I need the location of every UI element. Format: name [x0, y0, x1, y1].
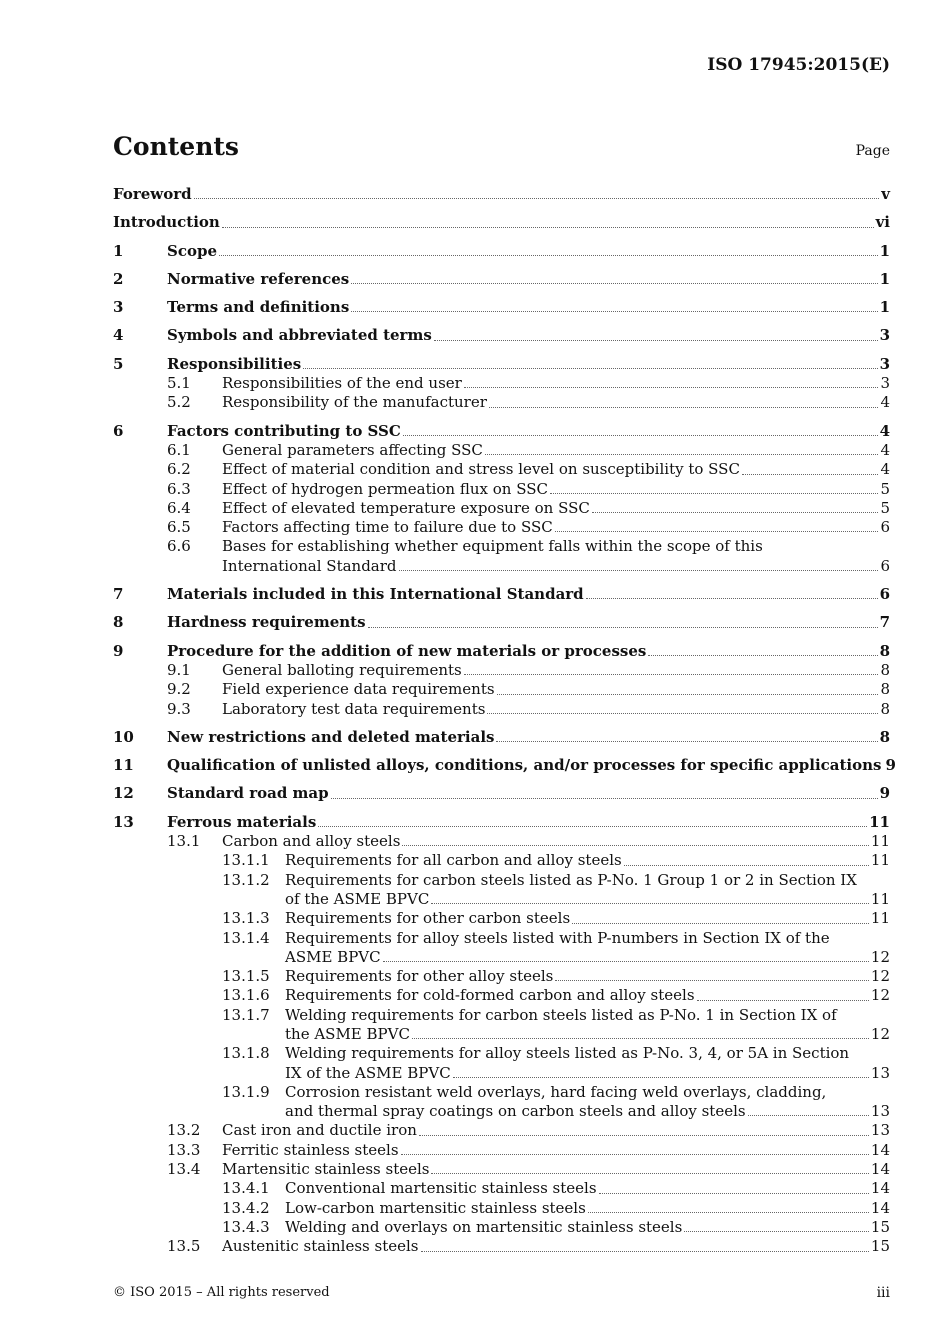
toc-entry-page: 9 — [885, 756, 896, 775]
toc-entry-page: 8 — [880, 660, 890, 679]
toc-entry-number: 13.1.2 — [222, 870, 270, 889]
toc-entry-page: 6 — [880, 556, 890, 575]
toc-entry[interactable] — [113, 909, 890, 928]
toc-entry-title: Requirements for other alloy steels — [285, 967, 554, 986]
toc-entry-page: v — [881, 185, 890, 203]
toc-entry-page: 4 — [880, 393, 890, 412]
toc-entry[interactable] — [113, 1006, 890, 1025]
dot-leader — [412, 1038, 869, 1039]
toc-entry-page: 11 — [870, 851, 890, 870]
toc-entry[interactable] — [113, 986, 890, 1005]
dot-leader — [464, 387, 879, 388]
dot-leader — [351, 283, 877, 284]
toc-entry-title: New restrictions and deleted materials — [167, 727, 495, 746]
toc-entry-number: 6.4 — [167, 498, 191, 517]
dot-leader — [331, 798, 878, 799]
dot-leader — [487, 713, 878, 714]
toc-entry[interactable] — [113, 499, 890, 518]
toc-entry[interactable] — [113, 480, 890, 499]
toc-entry-number: 6.5 — [167, 518, 191, 537]
toc-entry-page: 1 — [879, 241, 890, 260]
toc-entry-number: 13.1.7 — [222, 1005, 270, 1024]
toc-entry-number: 7 — [113, 585, 124, 604]
toc-entry-title-continued: and thermal spray coatings on carbon steels and alloy steels — [285, 1102, 746, 1121]
toc-entry-title: General balloting requirements — [222, 660, 462, 679]
toc-entry[interactable] — [113, 728, 890, 747]
toc-entry-number: 8 — [113, 613, 124, 632]
toc-entry-title: Effect of material condition and stress level on susceptibility to SSC — [222, 460, 740, 479]
toc-entry[interactable] — [113, 948, 890, 967]
dot-leader — [599, 1193, 869, 1194]
toc-entry-page: 8 — [880, 699, 890, 718]
toc-entry-number: 2 — [113, 269, 124, 288]
dot-leader — [431, 1173, 868, 1174]
toc-entry[interactable] — [113, 393, 890, 412]
toc-entry-number: 5 — [113, 354, 124, 373]
dot-leader — [550, 493, 878, 494]
toc-entry-number: 13.1.4 — [222, 928, 270, 947]
toc-entry-number: 3 — [113, 298, 124, 317]
toc-entry-page: 13 — [870, 1063, 890, 1082]
toc-entry-title: Corrosion resistant weld overlays, hard facing weld overlays, cladding, — [285, 1082, 827, 1101]
toc-entry-title: Materials included in this International Standard — [167, 585, 584, 604]
toc-entry[interactable] — [113, 242, 890, 261]
toc-entry[interactable] — [113, 661, 890, 680]
toc-entry-number: 13.4.2 — [222, 1198, 270, 1217]
dot-leader — [588, 1212, 869, 1213]
toc-entry-title: Carbon and alloy steels — [222, 832, 401, 851]
toc-entry-number: 4 — [113, 326, 124, 345]
dot-leader — [572, 923, 869, 924]
dot-leader — [399, 570, 879, 571]
toc-entry-title: Field experience data requirements — [222, 680, 495, 699]
toc-entry-page: 8 — [879, 727, 890, 746]
toc-entry-title: Requirements for all carbon and alloy steels — [285, 851, 622, 870]
toc-entry-page: 4 — [880, 460, 890, 479]
dot-leader — [431, 903, 869, 904]
toc-entry[interactable] — [113, 832, 890, 851]
dot-leader — [624, 865, 869, 866]
toc-entry-page: 11 — [870, 909, 890, 928]
toc-entry-page: 6 — [880, 518, 890, 537]
dot-leader — [403, 435, 878, 436]
toc-entry-number: 6.3 — [167, 479, 191, 498]
toc-entry-title: Requirements for carbon steels listed as P-No. 1 Group 1 or 2 in Section IX — [285, 870, 857, 889]
toc-entry-title: Effect of hydrogen permeation flux on SSC — [222, 479, 548, 498]
toc-entry[interactable] — [113, 1064, 890, 1083]
toc-entry-number: 10 — [113, 727, 134, 746]
toc-entry-number: 6 — [113, 421, 124, 440]
toc-entry[interactable] — [113, 270, 890, 289]
toc-entry-page: 12 — [870, 986, 890, 1005]
toc-entry-title: Cast iron and ductile iron — [222, 1121, 417, 1140]
toc-entry[interactable] — [113, 441, 890, 460]
toc-entry-number: 9.2 — [167, 680, 191, 699]
toc-entry[interactable] — [113, 1102, 890, 1121]
dot-leader — [222, 227, 874, 228]
dot-leader — [383, 961, 869, 962]
toc-entry-number: 13.1.8 — [222, 1044, 270, 1063]
toc-entry-page: 8 — [879, 641, 890, 660]
toc-entry-title: Qualification of unlisted alloys, conditions, and/or processes for specific applications — [167, 756, 882, 775]
toc-entry-title: Bases for establishing whether equipment falls within the scope of this — [222, 537, 763, 556]
page-number: iii — [876, 1285, 890, 1301]
toc-entry-title: Effect of elevated temperature exposure on SSC — [222, 498, 590, 517]
toc-entry-page: 1 — [879, 298, 890, 317]
toc-entry-title: Normative references — [167, 269, 350, 288]
document-id: ISO 17945:2015(E) — [707, 55, 890, 75]
dot-leader — [402, 845, 868, 846]
dot-leader — [453, 1077, 869, 1078]
toc-entry-number: 5.1 — [167, 374, 191, 393]
dot-leader — [318, 826, 867, 827]
toc-entry-title: Conventional martensitic stainless steels — [285, 1179, 597, 1198]
toc-entry[interactable] — [113, 890, 890, 909]
toc-entry[interactable] — [113, 784, 890, 803]
toc-entry[interactable] — [113, 700, 890, 719]
dot-leader — [194, 198, 880, 199]
toc-entry-page: 12 — [870, 1024, 890, 1043]
dot-leader — [496, 741, 877, 742]
dot-leader — [586, 598, 878, 599]
toc-entry[interactable] — [113, 680, 890, 699]
toc-entry[interactable] — [113, 1237, 890, 1256]
toc-entry[interactable] — [113, 374, 890, 393]
toc-entry-page: 9 — [879, 784, 890, 803]
toc-entry-title: Austenitic stainless steels — [222, 1237, 419, 1256]
toc-entry-page: 7 — [879, 613, 890, 632]
copyright-notice: © ISO 2015 – All rights reserved — [113, 1285, 330, 1300]
toc-entry-page: 11 — [870, 889, 890, 908]
toc-entry-page: 6 — [879, 585, 890, 604]
toc-entry-page: 15 — [870, 1237, 890, 1256]
toc-entry-number: 6.1 — [167, 440, 191, 459]
toc-entry-number: 9.3 — [167, 699, 191, 718]
toc-entry[interactable] — [113, 756, 896, 775]
toc-entry[interactable] — [113, 460, 890, 479]
toc-entry-title: Low-carbon martensitic stainless steels — [285, 1198, 586, 1217]
dot-leader — [401, 1154, 869, 1155]
toc-entry-page: 5 — [880, 479, 890, 498]
toc-entry-title: Factors contributing to SSC — [167, 421, 401, 440]
toc-entry-page: 13 — [870, 1102, 890, 1121]
toc-entry-page: 14 — [870, 1198, 890, 1217]
toc-entry-number: 13.5 — [167, 1237, 201, 1256]
toc-entry[interactable] — [113, 1121, 890, 1140]
toc-entry[interactable] — [113, 213, 890, 232]
dot-leader — [592, 512, 879, 513]
toc-entry[interactable] — [113, 642, 890, 661]
dot-leader — [748, 1115, 869, 1116]
toc-entry-page: 12 — [870, 947, 890, 966]
toc-entry-title: Responsibilities of the end user — [222, 374, 462, 393]
dot-leader — [684, 1231, 869, 1232]
toc-entry-page: 4 — [880, 440, 890, 459]
toc-entry[interactable] — [113, 422, 890, 441]
toc-entry-page: 3 — [879, 354, 890, 373]
toc-entry[interactable] — [113, 1218, 890, 1237]
dot-leader — [464, 674, 879, 675]
toc-entry[interactable] — [113, 851, 890, 870]
toc-entry-page: 15 — [870, 1217, 890, 1236]
toc-entry-page: 12 — [870, 967, 890, 986]
toc-entry-number: 9.1 — [167, 660, 191, 679]
toc-entry[interactable] — [113, 518, 890, 537]
toc-entry-number: 13.2 — [167, 1121, 201, 1140]
page-column-label: Page — [855, 143, 890, 159]
toc-entry-title: Welding requirements for carbon steels listed as P-No. 1 in Section IX of — [285, 1005, 837, 1024]
toc-entry-title: Requirements for alloy steels listed with P-numbers in Section IX of the — [285, 928, 830, 947]
dot-leader — [555, 531, 879, 532]
toc-entry[interactable] — [113, 1141, 890, 1160]
toc-entry-number: 6.6 — [167, 537, 191, 556]
toc-entry-number: 13.1.5 — [222, 967, 270, 986]
toc-entry-number: 11 — [113, 756, 134, 775]
dot-leader — [303, 368, 877, 369]
toc-entry-title: Terms and definitions — [167, 298, 350, 317]
dot-leader — [351, 311, 877, 312]
toc-entry-number: 13.1.3 — [222, 909, 270, 928]
toc-entry[interactable] — [113, 1044, 890, 1063]
dot-leader — [648, 655, 877, 656]
dot-leader — [434, 340, 878, 341]
toc-entry-page: 14 — [870, 1179, 890, 1198]
toc-entry-page: vi — [875, 213, 890, 232]
toc-entry-title: General parameters affecting SSC — [222, 440, 483, 459]
toc-entry-number: 5.2 — [167, 393, 191, 412]
dot-leader — [368, 627, 878, 628]
dot-leader — [489, 407, 879, 408]
dot-leader — [555, 980, 869, 981]
dot-leader — [219, 255, 878, 256]
toc-entry-title: Procedure for the addition of new materials or processes — [167, 641, 647, 660]
toc-entry[interactable] — [113, 871, 890, 890]
toc-entry-title: Hardness requirements — [167, 613, 366, 632]
toc-entry-title: Responsibilities — [167, 354, 302, 373]
toc-entry-title: Requirements for cold-formed carbon and alloy steels — [285, 986, 695, 1005]
toc-entry-title: Ferritic stainless steels — [222, 1140, 399, 1159]
toc-entry[interactable] — [113, 1160, 890, 1179]
toc-entry-page: 3 — [880, 374, 890, 393]
toc-entry-title: Welding requirements for alloy steels listed as P-No. 3, 4, or 5A in Section — [285, 1044, 850, 1063]
toc-entry-title-continued: the ASME BPVC — [285, 1024, 410, 1043]
toc-entry-number: 13.1.6 — [222, 986, 270, 1005]
dot-leader — [421, 1251, 869, 1252]
toc-entry[interactable] — [113, 557, 890, 576]
toc-entry-title-continued: IX of the ASME BPVC — [285, 1063, 451, 1082]
toc-entry-title-continued: International Standard — [222, 556, 397, 575]
dot-leader — [497, 694, 879, 695]
toc-entry-page: 3 — [879, 326, 890, 345]
toc-entry-number: 13.1.1 — [222, 851, 270, 870]
toc-entry-title: Factors affecting time to failure due to SSC — [222, 518, 553, 537]
toc-entry[interactable] — [113, 1083, 890, 1102]
toc-entry-number: 12 — [113, 784, 134, 803]
toc-entry-page: 8 — [880, 680, 890, 699]
toc-entry-page: 5 — [880, 498, 890, 517]
toc-entry-page: 11 — [870, 832, 890, 851]
toc-entry-title: Requirements for other carbon steels — [285, 909, 571, 928]
toc-entry[interactable] — [113, 585, 890, 604]
toc-entry[interactable] — [113, 1025, 890, 1044]
toc-entry-title: Foreword — [113, 185, 192, 203]
toc-entry[interactable] — [113, 813, 890, 832]
toc-entry-title: Welding and overlays on martensitic stainless steels — [285, 1217, 683, 1236]
toc-entry-number: 13 — [113, 812, 134, 831]
dot-leader — [697, 1000, 869, 1001]
toc-entry[interactable] — [113, 298, 890, 317]
page-title: Contents — [113, 132, 240, 161]
dot-leader — [419, 1135, 869, 1136]
toc-entry[interactable] — [113, 537, 890, 556]
toc-entry-page: 1 — [879, 269, 890, 288]
toc-entry-title-continued: of the ASME BPVC — [285, 889, 430, 908]
toc-entry[interactable] — [113, 929, 890, 948]
dot-leader — [485, 454, 879, 455]
toc-entry-page: 13 — [870, 1121, 890, 1140]
toc-entry-title: Responsibility of the manufacturer — [222, 393, 487, 412]
toc-entry-number: 9 — [113, 641, 124, 660]
toc-entry-page: 14 — [870, 1140, 890, 1159]
toc-entry-title: Ferrous materials — [167, 812, 317, 831]
toc-entry-title: Martensitic stainless steels — [222, 1160, 430, 1179]
toc-entry-title: Standard road map — [167, 784, 329, 803]
toc-entry-number: 13.3 — [167, 1140, 201, 1159]
toc-entry-page: 4 — [879, 421, 890, 440]
toc-entry[interactable] — [113, 1199, 890, 1218]
toc-entry[interactable] — [113, 967, 890, 986]
dot-leader — [742, 474, 879, 475]
toc-entry[interactable] — [113, 355, 890, 374]
table-of-contents — [113, 185, 896, 1257]
toc-entry-number: 13.4 — [167, 1160, 201, 1179]
toc-entry-number: 13.4.1 — [222, 1179, 270, 1198]
toc-entry-title: Symbols and abbreviated terms — [167, 326, 432, 345]
toc-entry-number: 6.2 — [167, 460, 191, 479]
toc-entry[interactable] — [113, 1179, 890, 1198]
toc-entry[interactable] — [113, 613, 890, 632]
toc-entry-title-continued: ASME BPVC — [285, 947, 381, 966]
toc-entry-number: 13.4.3 — [222, 1217, 270, 1236]
toc-entry-title: Laboratory test data requirements — [222, 699, 486, 718]
toc-entry[interactable] — [113, 185, 890, 204]
toc-entry-number: 13.1 — [167, 832, 201, 851]
toc-entry[interactable] — [113, 326, 890, 345]
toc-entry-number: 13.1.9 — [222, 1082, 270, 1101]
toc-entry-page: 14 — [870, 1160, 890, 1179]
toc-entry-page: 11 — [869, 812, 890, 831]
toc-entry-title: Scope — [167, 241, 218, 260]
toc-entry-title: Introduction — [113, 213, 220, 232]
toc-entry-number: 1 — [113, 241, 124, 260]
